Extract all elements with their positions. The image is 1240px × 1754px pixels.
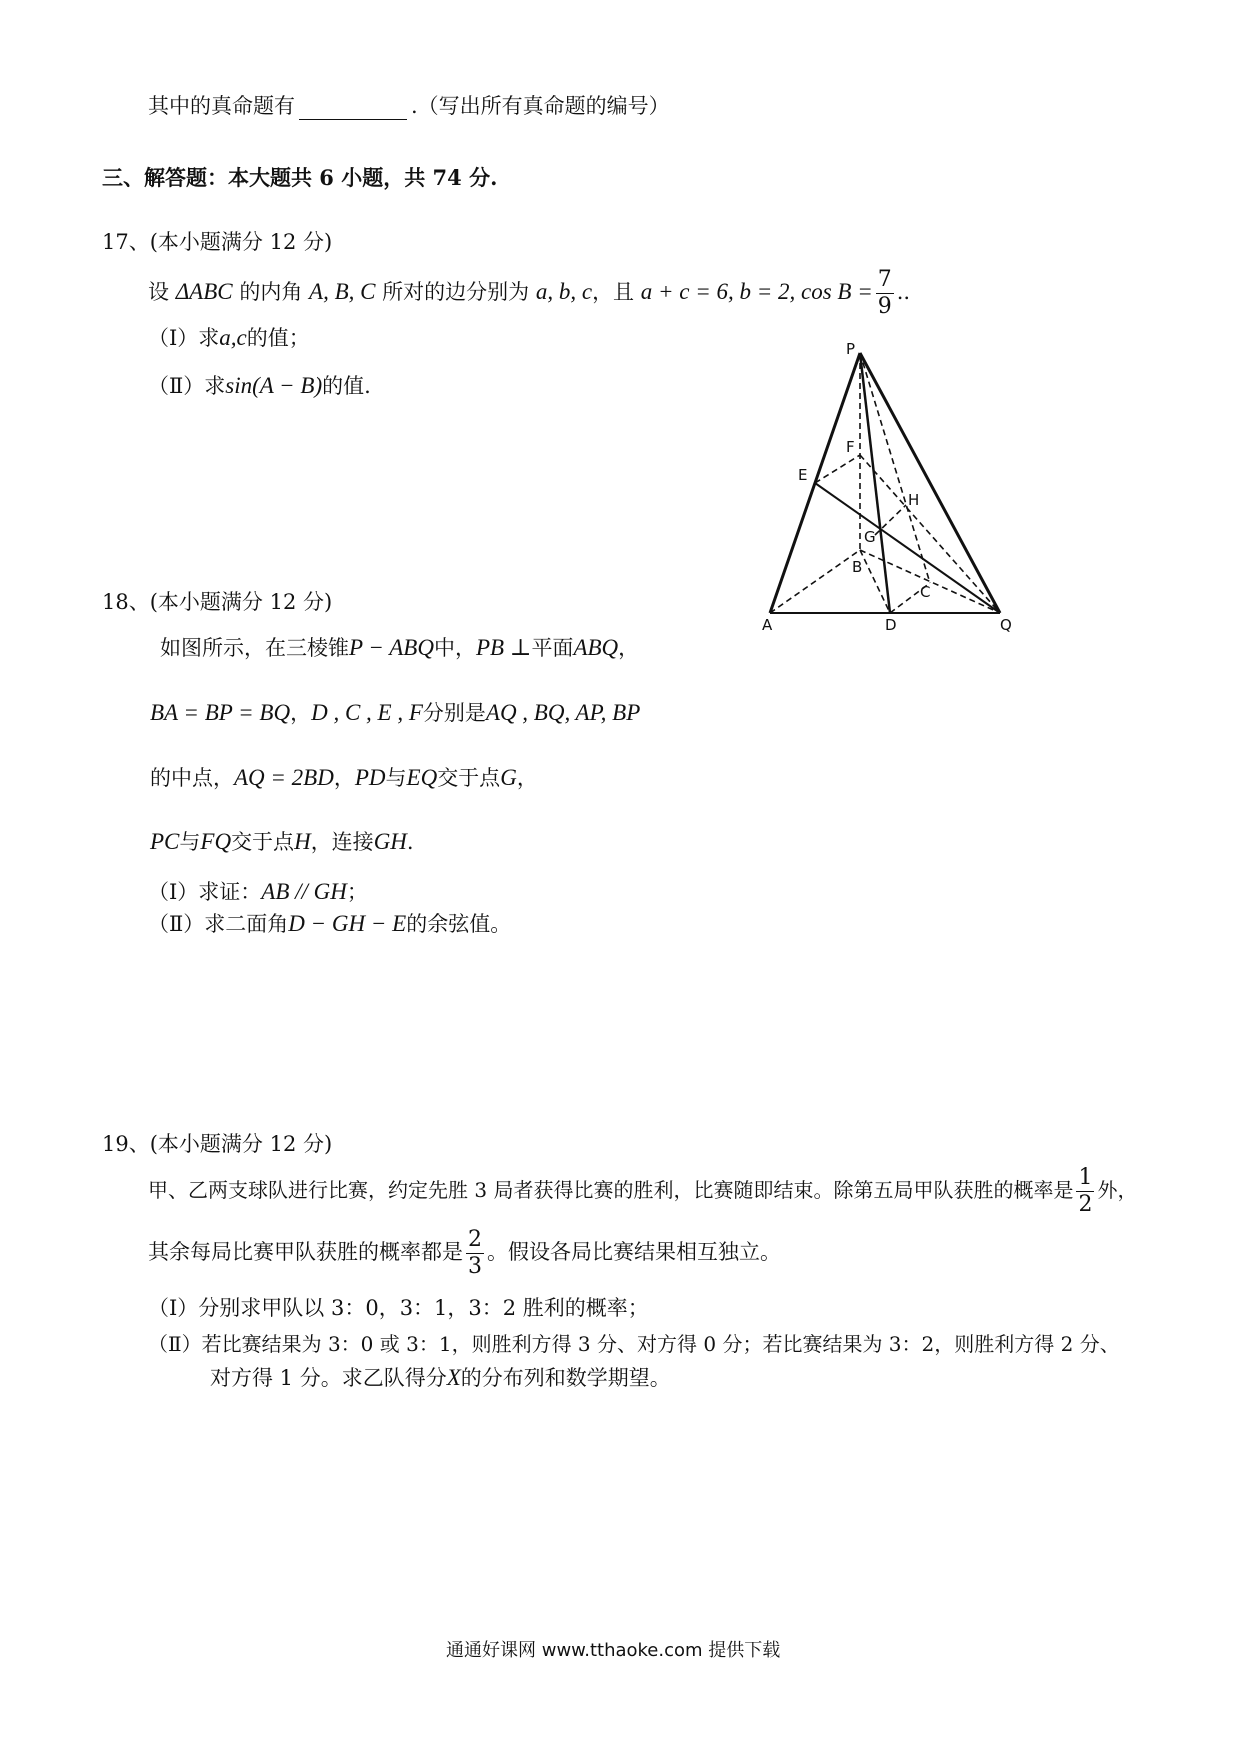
pyramid-figure [760, 340, 1060, 640]
q19-line1: 甲、乙两支球队进行比赛，约定先胜 3 局者获得比赛的胜利，比赛随即结束。除第五局甲队获胜的概率是 $\frac{1}{2}$ 外， [148, 1165, 1138, 1217]
q18-line4: PC与FQ交于点H，连接GH. [150, 829, 414, 854]
edge-AB [770, 550, 863, 613]
q19-line2: 其余每局比赛甲队获胜的概率都是 $\frac{2}{3}$ 。假设各局比赛结果相互独立。 [148, 1227, 781, 1279]
footer-text: 通通好课网 www.tthaoke.com 提供下载 [446, 1640, 781, 1661]
q17-stem: 设 ΔABC 的内角 A, B, C 所对的边分别为 a, b, c，且 a + c = 6, b = 2, cos B = $\frac{7}{9}$ .. [148, 267, 911, 319]
q17-part1: （Ⅰ）求a,c的值； [148, 325, 310, 350]
q17-part2: （Ⅱ）求sin(A − B)的值. [148, 373, 371, 398]
answer-blank [299, 99, 407, 120]
segment-PC [860, 353, 930, 583]
q19-part1: （Ⅰ）分别求甲队以 3：0，3：1，3：2 胜利的概率； [148, 1296, 649, 1320]
label-G: G [864, 528, 876, 546]
q16-tail: 其中的真命题有 .（写出所有真命题的编号） [148, 94, 670, 118]
q19-part2-line1: （Ⅱ）若比赛结果为 3：0 或 3：1，则胜利方得 3 分、对方得 0 分；若比赛结果为 3：2，则胜利方得 2 分、 [148, 1332, 1120, 1356]
fraction-two-thirds: $\frac{2}{3}$ [468, 1227, 482, 1279]
label-D: D [885, 616, 897, 634]
q19-header: 19、(本小题满分 12 分) [102, 1132, 333, 1156]
label-Q: Q [1000, 616, 1012, 634]
label-H: H [908, 491, 920, 509]
q18-line1: 如图所示，在三棱锥P − ABQ中，PB ⊥平面ABQ， [160, 635, 640, 660]
label-C: C [920, 583, 931, 601]
section-heading: 三、解答题：本大题共 6 小题，共 74 分. [102, 165, 498, 190]
q18-part2: （Ⅱ）求二面角D − GH − E的余弦值。 [148, 911, 512, 936]
q18-header: 18、(本小题满分 12 分) [102, 590, 333, 614]
q17-header: 17、(本小题满分 12 分) [102, 230, 333, 254]
q18-part1: （Ⅰ）求证：AB // GH； [148, 879, 368, 904]
cos-fraction: $\frac{7}{9}$ [877, 267, 892, 319]
fraction-one-half: $\frac{1}{2}$ [1078, 1165, 1093, 1217]
q19-part2-line2: 对方得 1 分。求乙队得分X的分布列和数学期望。 [210, 1365, 671, 1390]
segment-PD [860, 353, 890, 613]
q18-line2: BA = BP = BQ，D , C , E , F分别是AQ , BQ, AP, BP [150, 700, 641, 725]
edge-BQ [860, 550, 1000, 613]
label-B: B [852, 558, 863, 576]
edge-PQ [860, 353, 1000, 613]
label-P: P [846, 340, 856, 358]
q18-line3: 的中点，AQ = 2BD，PD与EQ交于点G， [150, 765, 538, 790]
label-E: E [798, 466, 808, 484]
label-A: A [762, 616, 773, 634]
label-F: F [846, 438, 855, 456]
